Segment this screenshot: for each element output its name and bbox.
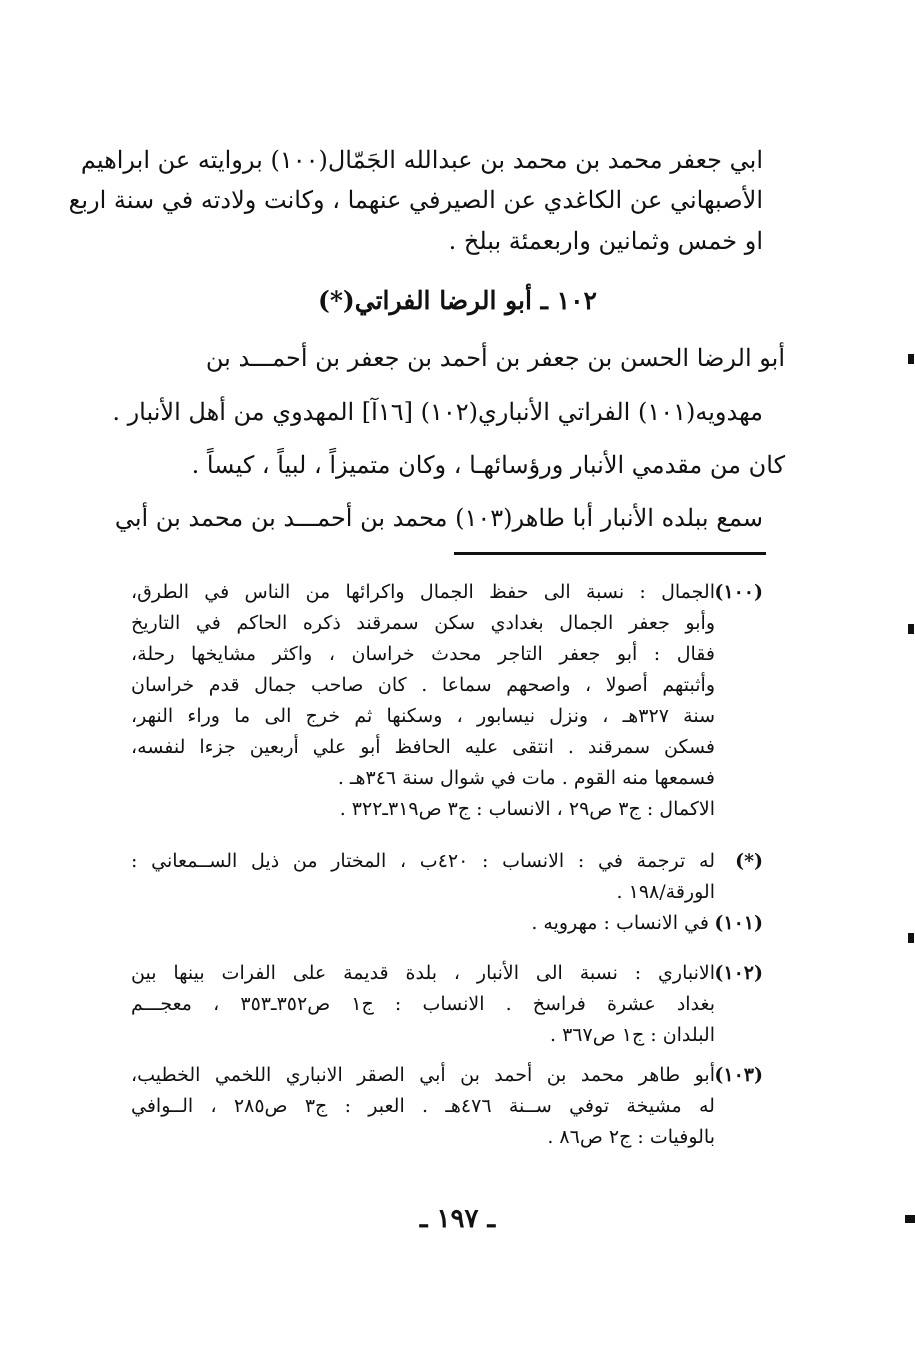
- scan-margin-mark: [905, 1215, 915, 1223]
- footnote-line: فقال : أبو جعفر التاجر محدث خراسان ، واكثر مشايخها رحلة،: [131, 643, 715, 665]
- footnote-line: الاكمال : ج٣ ص٢٩ ، الانساب : ج٣ ص٣١٩ـ٣٢٢ .: [339, 798, 715, 820]
- footnote-line: في الانساب : مهرويه .: [531, 912, 709, 934]
- entry-line: كان من مقدمي الأنبار ورؤسائهـا ، وكان متميزاً ، لبياً ، كيساً .: [191, 451, 785, 479]
- footnote-line: الورقة/١٩٨ .: [616, 881, 715, 903]
- footnote-line: أبو طاهر محمد بن أحمد بن أبي الصقر الانباري اللخمي الخطيب،: [131, 1064, 715, 1086]
- footnote-line: وأبو جعفر الجمال بغدادي سكن سمرقند ذكره الحاكم في التاريخ: [131, 612, 715, 634]
- footnote-number: (١٠١): [714, 912, 763, 934]
- footnote-100: [131, 577, 763, 825]
- entry-line: أبو الرضا الحسن بن جعفر بن أحمد بن جعفر بن أحمـــد بن: [205, 344, 785, 372]
- body-line: او خمس وثمانين واربعمئة ببلخ .: [448, 227, 763, 255]
- footnote-line: له مشيخة توفي ســنة ٤٧٦هـ . العبر : ج٣ ص٢٨٥ ، الــوافي: [131, 1095, 715, 1117]
- footnote-number: (١٠٢): [714, 962, 763, 984]
- scan-margin-mark: [908, 933, 914, 943]
- footnote-line: وأثبتهم أصولا ، واصحهم سماعا . كان صاحب جمال قدم خراسان: [131, 674, 715, 696]
- footnote-line: بالوفيات : ج٢ ص٨٦ .: [547, 1126, 715, 1148]
- footnote-102: [131, 958, 763, 1051]
- footnote-line: بغداد عشرة فراسخ . الانساب : ج١ ص٣٥٢ـ٣٥٣ ، معجـــم: [131, 993, 715, 1015]
- footnote-separator: [454, 552, 766, 555]
- scan-margin-mark: [908, 624, 914, 634]
- body-line: الأصبهاني عن الكاغدي عن الصيرفي عنهما ، وكانت ولادته في سنة اربع: [68, 186, 763, 214]
- footnote-line: سنة ٣٢٧هـ ، ونزل نيسابور ، وسكنها ثم خرج الى ما وراء النهر،: [131, 705, 715, 727]
- footnote-star: [131, 846, 763, 908]
- footnote-line: فسمعها منه القوم . مات في شوال سنة ٣٤٦هـ .: [337, 767, 715, 789]
- footnote-103: [131, 1060, 763, 1153]
- page-number: ـ ١٩٧ ـ: [419, 1204, 496, 1234]
- entry-line: مهدويه(١٠١) الفراتي الأنباري(١٠٢) [١٦آ] المهدوي من أهل الأنبار .: [112, 398, 763, 426]
- entry-line: سمع ببلده الأنبار أبا طاهر(١٠٣) محمد بن أحمـــد بن محمد بن أبي: [114, 504, 763, 532]
- scan-margin-mark: [908, 354, 914, 364]
- footnote-number: (١٠٠): [714, 581, 763, 603]
- footnote-line: له ترجمة في : الانساب : ٤٢٠ب ، المختار من ذيل الســمعاني :: [131, 850, 716, 872]
- entry-heading: ١٠٢ ـ أبو الرضا الفراتي(*): [318, 286, 597, 315]
- footnote-number: (١٠٣): [714, 1064, 763, 1086]
- footnote-line: فسكن سمرقند . انتقى عليه الحافظ أبو علي أربعين جزءا لنفسه،: [131, 736, 715, 758]
- body-line: ابي جعفر محمد بن محمد بن عبدالله الجَمّال(١٠٠) بروايته عن ابراهيم: [80, 146, 763, 174]
- footnote-number: (*): [735, 850, 764, 872]
- footnote-line: الانباري : نسبة الى الأنبار ، بلدة قديمة على الفرات بينها بين: [131, 962, 715, 984]
- footnote-line: الجمال : نسبة الى حفظ الجمال واكرائها من الناس في الطرق،: [131, 581, 715, 603]
- footnote-line: البلدان : ج١ ص٣٦٧ .: [550, 1024, 715, 1046]
- footnote-101: [131, 908, 763, 939]
